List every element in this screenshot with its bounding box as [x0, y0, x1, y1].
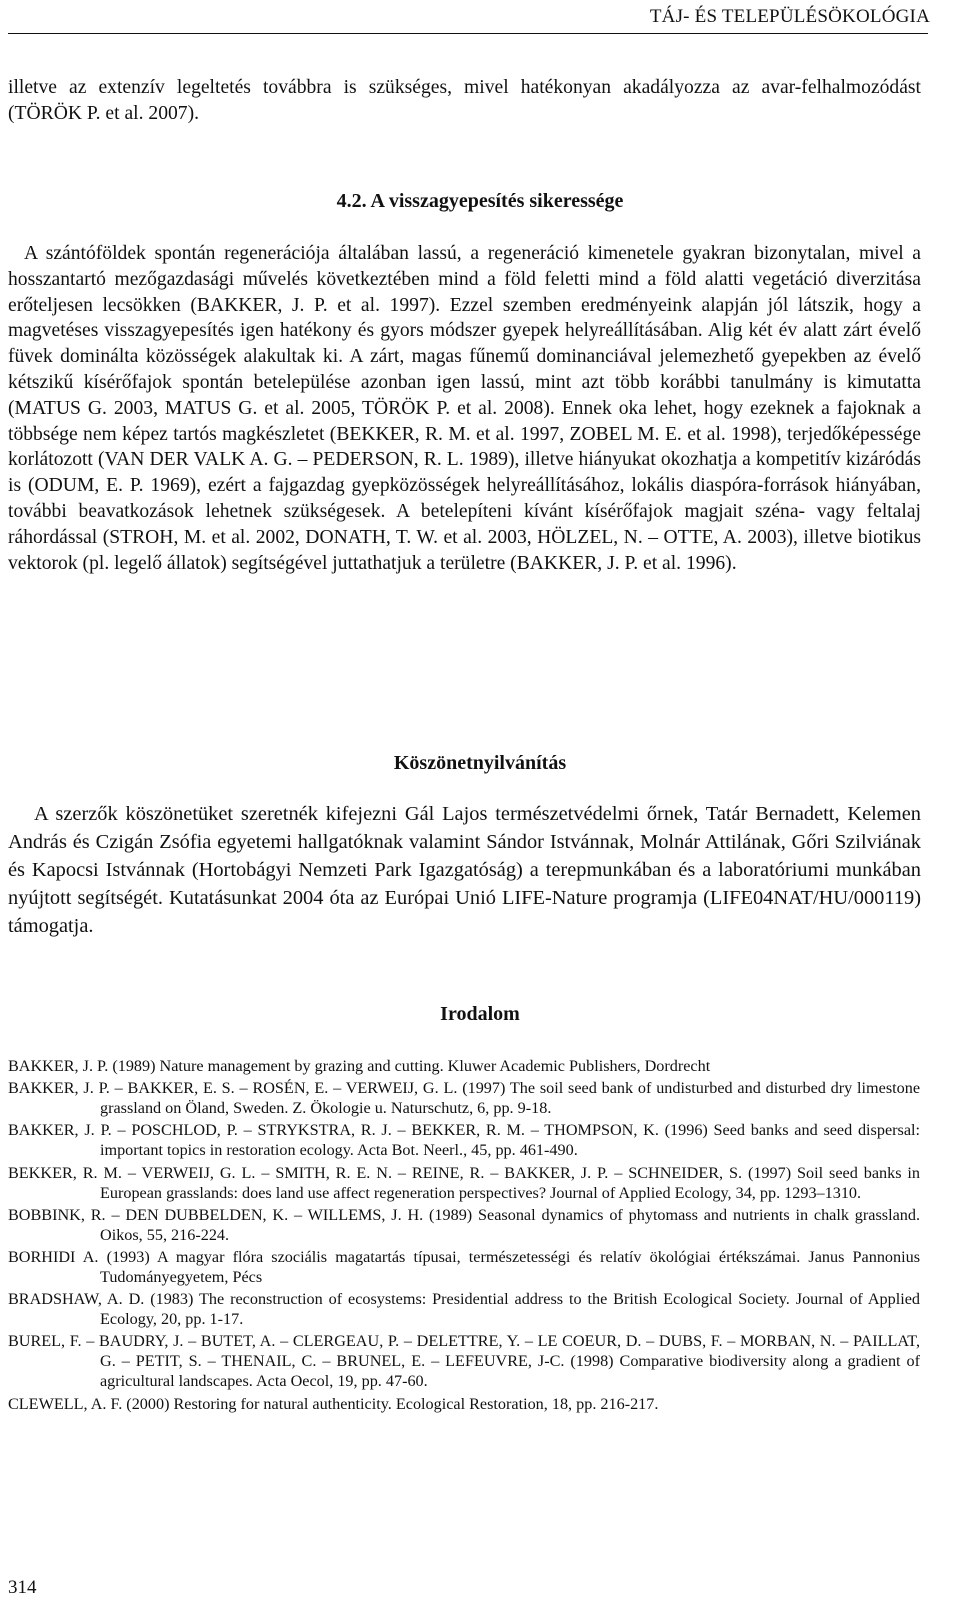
section-heading [0, 190, 960, 213]
intro-paragraph: illetve az extenzív legeltetés továbbra is szükséges, mivel hatékonyan akadályozza az avar-felhalmozódást (TÖRÖK P. et al. 2007). [8, 77, 921, 124]
reference-item: BUREL, F. – BAUDRY, J. – BUTET, A. – CLERGEAU, P. – DELETTRE, Y. – LE COEUR, D. – DUBS, F. – MORBAN, N. – PAILLAT, G. – PETIT, S. – THENAIL, C. – BRUNEL, E. – LEFEUVRE, J-C. (1998) Comparative biodiversity along a gradient of agricultural landscapes. Acta Oecol, 19, pp. 47-60. [8, 1332, 920, 1391]
reference-item: BAKKER, J. P. (1989) Nature management by grazing and cutting. Kluwer Academic Publishers, Dordrecht [8, 1057, 711, 1075]
reference-item: BAKKER, J. P. – BAKKER, E. S. – ROSÉN, E. – VERWEIJ, G. L. (1997) The soil seed bank of undisturbed and disturbed dry limestone grassland on Öland, Sweden. Z. Ökologie u. Naturschutz, 6, pp. 9-18. [8, 1079, 920, 1118]
section-number: 4.2. [336, 190, 367, 212]
reference-item: BOBBINK, R. – DEN DUBBELDEN, K. – WILLEMS, J. H. (1989) Seasonal dynamics of phytomass and nutrients in chalk grassland. Oikos, 55, 216-224. [8, 1205, 920, 1244]
page-number: 314 [8, 1577, 37, 1598]
reference-list [8, 1056, 920, 1416]
acknowledgement-body: A szerzők köszönetüket szeretnék kifejezni Gál Lajos természetvédelmi őrnek, Tatár Bernadett, Kelemen András és Czigán Zsófia egyetemi hallgatóknak valamint Sándor Istvánnak, Molnár Attilának, Gőri Szilviának és Kapocsi Istvánnak (Hortobágyi Nemzeti Park Igazgatóság) a terepmunkában és a laboratóriumi munkában nyújtott segítségét. Kutatásunkat 2004 óta az Európai Unió LIFE-Nature programja (LIFE04NAT/HU/000119) támogatja. [8, 803, 921, 937]
reference-item: BRADSHAW, A. D. (1983) The reconstruction of ecosystems: Presidential address to the British Ecological Society. Journal of Applied Ecology, 20, pp. 1-17. [8, 1290, 920, 1329]
running-header: TÁJ- ÉS TELEPÜLÉSÖKOLÓGIA [649, 6, 930, 27]
reference-item: BAKKER, J. P. – POSCHLOD, P. – STRYKSTRA, R. J. – BEKKER, R. M. – THOMPSON, K. (1996) Seed banks and seed dispersal: important topics in restoration ecology. Acta Bot. Neerl., 45, pp. 461-490. [8, 1121, 920, 1160]
acknowledgement-heading: Köszönetnyilvánítás [393, 752, 567, 774]
references-heading: Irodalom [440, 1003, 520, 1025]
reference-item: BORHIDI A. (1993) A magyar flóra szociális magatartás típusai, természetességi és relatív ökológiai értékszámai. Janus Pannonius Tudományegyetem, Pécs [8, 1247, 920, 1286]
header-rule [8, 33, 928, 34]
section-title: A visszagyepesítés sikeressége [370, 190, 624, 212]
reference-item: BEKKER, R. M. – VERWEIJ, G. L. – SMITH, R. E. N. – REINE, R. – BAKKER, J. P. – SCHNEIDER, S. (1997) Soil seed banks in European grasslands: does land use affect regeneration perspectives? Journal of Applied Ecology, 34, pp. 1293–1310. [8, 1163, 920, 1202]
section-body: A szántóföldek spontán regenerációja általában lassú, a regeneráció kimenetele gyakran bizonytalan, mivel a hosszantartó mezőgazdasági művelés következtében mind a föld feletti mind a föld alatti vegetáció diverzitása erőteljesen lecsökken (BAKKER, J. P. et al. 1997). Ezzel szemben eredményeink alapján jól látszik, hogy a magvetéses visszagyepesítés igen hatékony és gyors módszer gyepek helyreállításában. Alig két év alatt zárt évelő füvek dominálta közösségek alakultak ki. A zárt, magas fűnemű dominanciával jelemezhető gyepekben az évelő kétszikű kísérőfajok spontán betelepülése azonban igen lassú, mint azt több korábbi tanulmány is kimutatta (MATUS G. 2003, MATUS G. et al. 2005, TÖRÖK P. et al. 2008). Ennek oka lehet, hogy ezeknek a fajoknak a többsége nem képez tartós magkészletet (BEKKER, R. M. et al. 1997, ZOBEL M. E. et al. 1998), terjedőképessége korlátozott (VAN DER VALK A. G. – PEDERSON, R. L. 1989), illetve hiányukat okozhatja a kompetitív kizáródás is (ODUM, E. P. 1969), ezért a fajgazdag gyepközösségek helyreállításához, lokális diaspóra-források hiányában, további beavatkozások lehetnek szükségesek. A betelepíteni kívánt kísérőfajok magjait széna- vagy feltalaj ráhordással (STROH, M. et al. 2002, DONATH, T. W. et al. 2003, HÖLZEL, N. – OTTE, A. 2003), illetve biotikus vektorok (pl. legelő állatok) segítségével juttathatjuk a területre (BAKKER, J. P. et al. 1996). [8, 243, 921, 574]
reference-item: CLEWELL, A. F. (2000) Restoring for natural authenticity. Ecological Restoration, 18, pp. 216-217. [8, 1394, 659, 1413]
